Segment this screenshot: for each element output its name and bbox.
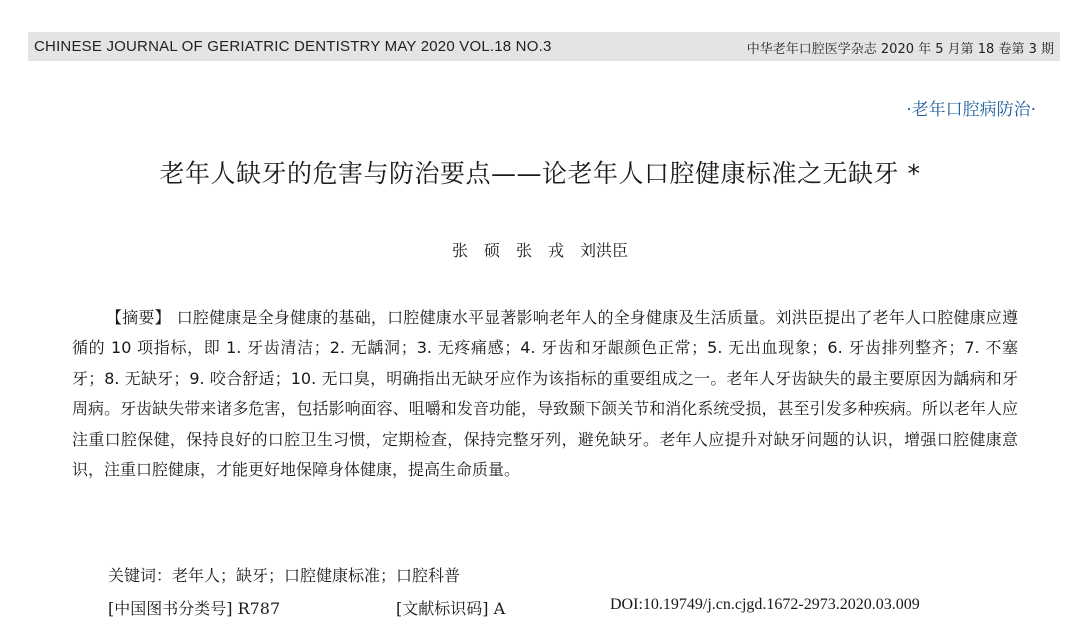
document-code: [文献标识码] A bbox=[396, 599, 506, 618]
journal-header-english: CHINESE JOURNAL OF GERIATRIC DENTISTRY MAY 2020 VOL.18 NO.3 bbox=[34, 38, 552, 55]
article-title: 老年人缺牙的危害与防治要点——论老年人口腔健康标准之无缺牙 * bbox=[159, 159, 921, 188]
abstract bbox=[72, 303, 1018, 485]
doi: DOI:10.19749/j.cn.cjgd.1672-2973.2020.03.009 bbox=[610, 596, 920, 613]
abstract-text: 口腔健康是全身健康的基础，口腔健康水平显著影响老年人的全身健康及生活质量。刘洪臣提出了老年人口腔健康应遵循的 10 项指标，即 1. 牙齿清洁；2. 无龋洞；3. 无疼痛感；4. 牙齿和牙龈颜色正常；5. 无出血现象；6. 牙齿排列整齐；7. 不塞牙；8. 无缺牙；9. 咬合舒适；10. 无口臭，明确指出无缺牙应作为该指标的重要组成之一。老年人牙齿缺失的最主要原因为龋病和牙周病。牙齿缺失带来诸多危害，包括影响面容、咀嚼和发音功能，导致颞下颌关节和消化系统受损，甚至引发多种疾病。所以老年人应注重口腔保健，保持良好的口腔卫生习惯，定期检查，保持完整牙列，避免缺牙。老年人应提升对缺牙问题的认识，增强口腔健康意识，注重口腔健康，才能更好地保障身体健康，提高生命质量。 bbox=[72, 308, 1018, 480]
column-label: ·老年口腔病防治· bbox=[906, 100, 1036, 120]
clc-number: [中国图书分类号] R787 bbox=[108, 599, 281, 618]
authors: 张 硕 张 戎 刘洪臣 bbox=[451, 241, 628, 260]
abstract-label: 【摘要】 bbox=[106, 308, 171, 327]
keywords: 关键词：老年人；缺牙；口腔健康标准；口腔科普 bbox=[108, 566, 461, 585]
journal-header-chinese: 中华老年口腔医学杂志 2020 年 5 月第 18 卷第 3 期 bbox=[746, 42, 1054, 57]
